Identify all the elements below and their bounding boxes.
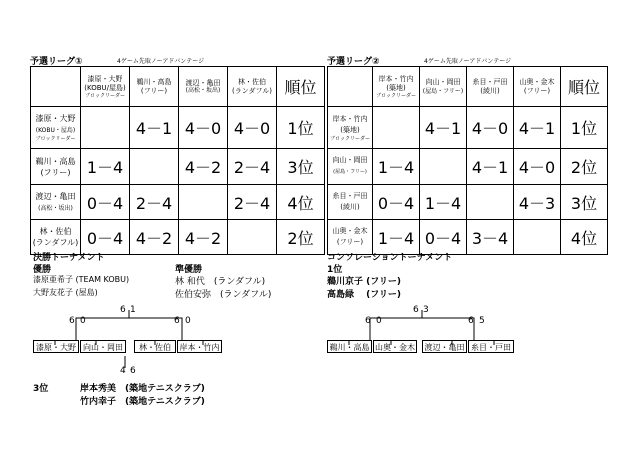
consolation-team-2: 山奥・金木: [373, 340, 417, 353]
league1-rank-3: 4位: [277, 185, 325, 220]
league2-rank-3: 3位: [561, 185, 608, 220]
league1-rank-2: 3位: [277, 149, 325, 185]
final-third-label: 3位: [33, 384, 49, 394]
final-runner-2: 佐伯安弥 (ランダフル): [175, 290, 272, 300]
league1-score-4-3: 4－2: [179, 220, 228, 255]
final-third-score-left: 4: [120, 366, 126, 376]
league2-row-1-name: 岸本・竹内 (築地) ブロックリーダー: [328, 107, 373, 149]
league2-rank-header: 順位: [561, 67, 608, 107]
league2-score-3-2: 1－4: [420, 185, 467, 220]
league2-row-2-name: 向山・岡田 (屋島・フリー): [328, 149, 373, 185]
final-bracket-line: [76, 318, 182, 340]
league2-score-1-2: 4－1: [420, 107, 467, 149]
final-third-score-right: 6: [130, 366, 136, 376]
league1-title: 予選リーグ①: [30, 57, 83, 67]
league1-row-4-name: 林・佐伯 (ランダフル): [31, 220, 81, 255]
league1-score-1-2: 4－1: [130, 107, 179, 149]
league2-rank-1: 1位: [561, 107, 608, 149]
final-title: 決勝トーナメント: [33, 253, 105, 263]
league1-row-1-name: 漆原・大野 (KOBU・屋島) ブロックリーダー: [31, 107, 81, 149]
consolation-score-left-right: 0: [376, 316, 382, 326]
league2-rank-4: 4位: [561, 220, 608, 255]
league1-score-2-3: 4－2: [179, 149, 228, 185]
consolation-team-3: 渡辺・亀田: [422, 340, 467, 353]
league1-score-4-1: 0－4: [81, 220, 130, 255]
league1-score-1-4: 4－0: [228, 107, 277, 149]
consolation-score-right-right: 5: [479, 316, 485, 326]
consolation-team-4: 糸目・戸田: [468, 340, 514, 353]
league1-header-4: 林・佐伯 (ランダフル): [228, 67, 277, 107]
league2-score-4-1: 1－4: [373, 220, 420, 255]
league2-score-4-3: 3－4: [467, 220, 514, 255]
final-team-1: 漆原・大野: [33, 340, 79, 353]
league2-score-2-1: 1－4: [373, 149, 420, 185]
league2-header-1: 岸本・竹内 (築地) ブロックリーダー: [373, 67, 420, 107]
league1-score-1-3: 4－0: [179, 107, 228, 149]
consolation-bracket-line: [370, 318, 474, 340]
league1-row-2-name: 鵜川・高島 (フリー): [31, 149, 81, 185]
final-team-3: 林・佐伯: [134, 340, 176, 353]
league1-header-2: 鵜川・高島 (フリー): [130, 67, 179, 107]
league2-score-3-1: 0－4: [373, 185, 420, 220]
league2-score-1-4: 4－1: [514, 107, 561, 149]
league1-rank-4: 2位: [277, 220, 325, 255]
league2-score-1-3: 4－0: [467, 107, 514, 149]
league1-subtitle: 4ゲーム先取ノーアドバンテージ: [117, 58, 205, 65]
league1-score-3-1: 0－4: [81, 185, 130, 220]
league2-rank-2: 2位: [561, 149, 608, 185]
league2-header-2: 向山・岡田 (屋島・フリー): [420, 67, 467, 107]
league1-header-3: 渡辺・亀田 (高松・坂出): [179, 67, 228, 107]
final-team-4: 岸本・竹内: [177, 340, 222, 353]
final-runner-1: 林 和代 (ランダフル): [175, 277, 266, 287]
consolation-player-2: 高島緑 (フリー): [327, 290, 402, 300]
final-score-left-right: 0: [80, 316, 86, 326]
league1-row-3-name: 渡辺・亀田 (高松・坂出): [31, 185, 81, 220]
league2-title: 予選リーグ②: [327, 57, 380, 67]
league2-score-2-4: 4－0: [514, 149, 561, 185]
league1-rank-header: 順位: [277, 67, 325, 107]
final-score-left-left: 6: [69, 316, 75, 326]
final-third-2: 竹内幸子 (築地テニスクラブ): [80, 397, 205, 407]
league1-score-2-4: 2－4: [228, 149, 277, 185]
league1-score-4-2: 4－2: [130, 220, 179, 255]
final-winner-2: 大野友花子 (屋島): [33, 288, 98, 297]
consolation-score-left-left: 6: [365, 316, 371, 326]
consolation-team-1: 鵜川・高島: [327, 340, 372, 353]
final-score-top-right: 1: [130, 305, 136, 315]
final-winner-1: 漆原亜希子 (TEAM KOBU): [33, 275, 130, 284]
consolation-place-label: 1位: [327, 265, 343, 275]
final-score-top-left: 6: [120, 305, 126, 315]
league1-score-2-1: 1－4: [81, 149, 130, 185]
league2-row-4-name: 山奥・金木 (フリー): [328, 220, 373, 255]
league1-score-3-4: 2－4: [228, 185, 277, 220]
league1-score-3-2: 2－4: [130, 185, 179, 220]
consolation-score-right-left: 6: [468, 316, 474, 326]
league2-header-4: 山奥・金木 (フリー): [514, 67, 561, 107]
final-team-2: 向山・岡田: [80, 340, 126, 353]
final-third-1: 岸本秀美 (築地テニスクラブ): [80, 384, 205, 394]
consolation-score-top-right: 3: [423, 305, 429, 315]
league2-header-3: 糸目・戸田 (綾川): [467, 67, 514, 107]
league1-header-1: 漆原・大野 (KOBU/屋島) ブロックリーダー: [81, 67, 130, 107]
consolation-player-1: 鵜川京子 (フリー): [327, 277, 402, 287]
final-score-right-left: 6: [174, 316, 180, 326]
consolation-title: コンソレーショントーナメント: [327, 253, 453, 263]
final-winner-label: 優勝: [33, 265, 52, 275]
league2-score-4-2: 0－4: [420, 220, 467, 255]
league2-row-3-name: 糸目・戸田 (綾川): [328, 185, 373, 220]
league2-score-2-3: 4－1: [467, 149, 514, 185]
league1-rank-1: 1位: [277, 107, 325, 149]
league2-subtitle: 4ゲーム先取ノーアドバンテージ: [424, 58, 512, 65]
final-runner-label: 準優勝: [175, 265, 203, 275]
final-score-right-right: 0: [185, 316, 191, 326]
consolation-score-top-left: 6: [413, 305, 419, 315]
league2-score-3-4: 4－3: [514, 185, 561, 220]
